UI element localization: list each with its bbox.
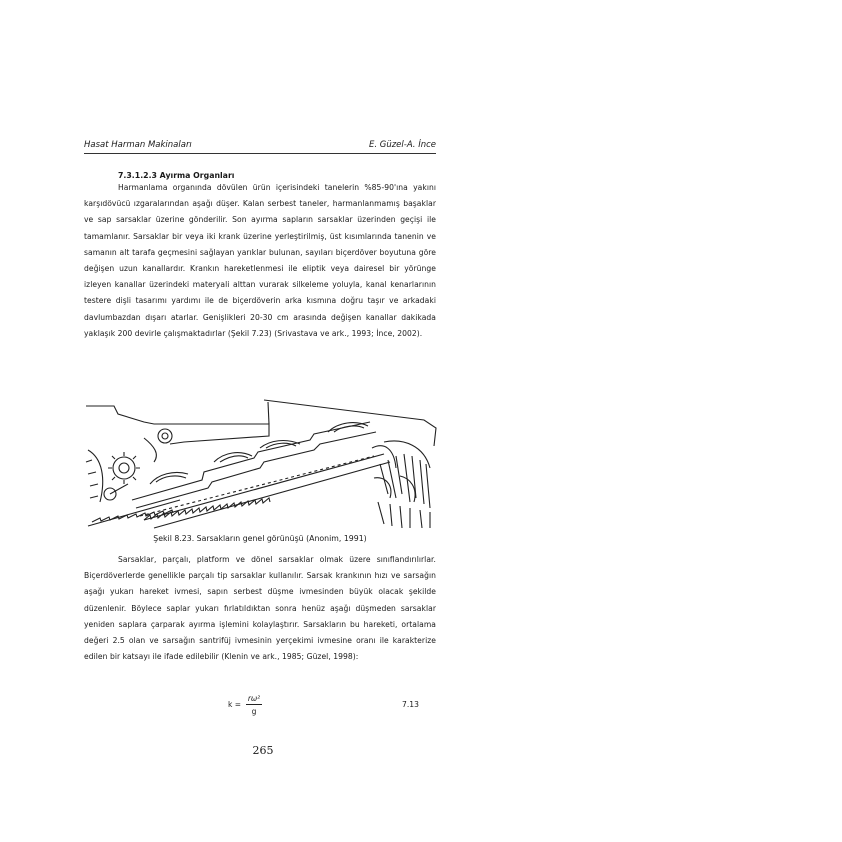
formula-denominator: g xyxy=(251,707,257,716)
section-title: 7.3.1.2.3 Ayırma Organları xyxy=(118,171,235,180)
formula-numerator: rω² xyxy=(247,694,261,703)
header-authors: E. Güzel-A. İnce xyxy=(368,140,436,150)
equation-number: 7.13 xyxy=(402,700,419,709)
paragraph-2-text: Sarsaklar, parçalı, platform ve dönel sarsaklar olmak üzere sınıflandırılırlar. Biçerdöverlerde genellikle parçalı tip sarsaklar kullanılır. Sarsak krankının hızı ve sarsağın aşağı yukarı hareket ivmesi, sapın serbest düşme ivmesinden büyük olacak şekilde düzenlenir. Böylece saplar yukarı fırlatıldıktan sonra henüz aşağı düşmeden sarsaklar yeniden saplara çarparak ayırma işlemini kolaylaştırır. Sarsakların bu hareketi, ortalama değeri 2.5 olan ve sarsağın santrifüj ivmesinin yerçekimi ivmesine oranı ile karakterize edilen bir katsayı ile ifade edilebilir (Klenin ve ark., 1985; Güzel, 1998): xyxy=(84,555,436,662)
straw-walker-drawing xyxy=(84,398,437,530)
straw-walker-figure xyxy=(84,398,437,530)
header-book-title: Hasat Harman Makinaları xyxy=(84,140,192,150)
formula-lhs: k = xyxy=(228,700,242,709)
paragraph-2 xyxy=(84,552,436,665)
figure-caption: Şekil 8.23. Sarsakların genel görünüşü (Anonim, 1991) xyxy=(153,534,367,543)
formula-fraction xyxy=(246,694,262,716)
running-header xyxy=(84,139,436,154)
paragraph-1 xyxy=(84,180,436,342)
page-number: 265 xyxy=(252,744,274,757)
paragraph-1-text: Harmanlama organında dövülen ürün içerisindeki tanelerin %85-90'ına yakını karşıdövücü ızgaralarından aşağı düşer. Kalan serbest taneler, harmanlanmamış başaklar ve sap sarsaklar üzerine gönderilir. Son ayırma sapların sarsaklar üzerinden geçişi ile tamamlanır. Sarsaklar bir veya iki krank üzerine yerleştirilmiş, üst kısımlarında tanenin ve samanın alt tarafa geçmesini sağlayan yarıklar bulunan, sayıları biçerdöver boyutuna göre değişen uzun kanallardır. Krankın hareketlenmesi ile eliptik veya dairesel bir yörünge izleyen kanallar üzerindeki materyali alttan vurarak silkeleme yoluyla, kanal kenarlarının testere dişli tasarımı yardımı ile de biçerdöverin arka kısmına doğru taşır ve arkadaki davlumbazdan dışarı atarlar. Genişlikleri 20-30 cm arasında değişen kanallar dakikada yaklaşık 200 devirle çalışmaktadırlar (Şekil 7.23) (Srivastava ve ark., 1993; İnce, 2002). xyxy=(84,183,436,338)
